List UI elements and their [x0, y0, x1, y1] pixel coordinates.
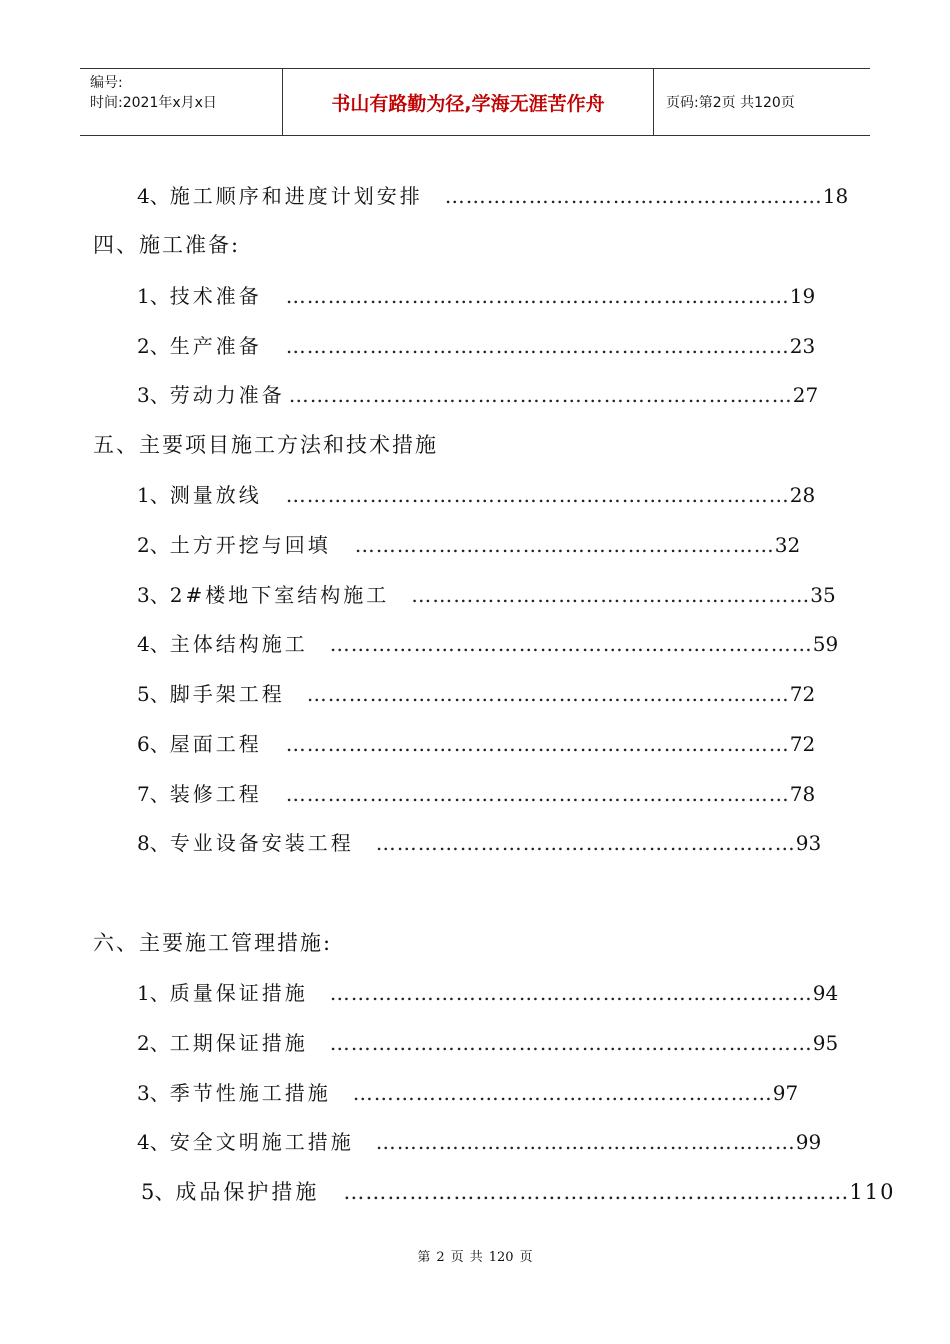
toc-page: 59: [812, 632, 839, 656]
toc-entry[interactable]: 4、 主体结构施工 …………………………………………………………… 59: [137, 628, 752, 658]
toc-leader: ……………………………………………………………: [343, 1180, 850, 1204]
page-footer: 第 2 页 共 120 页: [417, 1250, 533, 1265]
toc-page: 95: [812, 1031, 839, 1055]
toc-entry[interactable]: 7、 装修工程 ……………………………………………………………… 78: [137, 778, 752, 808]
toc-page: 94: [812, 981, 839, 1005]
toc-label: 主体结构施工: [169, 632, 308, 656]
toc-entry[interactable]: 4、 安全文明施工措施 …………………………………………………… 99: [137, 1126, 752, 1156]
toc-leader: …………………………………………………: [411, 583, 811, 607]
toc-leader: ………………………………………………………………: [285, 284, 790, 308]
toc-entry[interactable]: 5、 脚手架工程 …………………………………………………………… 72: [137, 678, 752, 708]
toc-page: 19: [789, 284, 816, 308]
toc-page: 78: [789, 782, 816, 806]
toc-leader: ……………………………………………………………: [329, 1031, 813, 1055]
toc-leader: ……………………………………………………: [352, 1081, 773, 1105]
toc-page: 93: [795, 831, 822, 855]
toc-page: 35: [810, 583, 836, 607]
toc-label: 施工顺序和进度计划安排: [169, 184, 423, 208]
toc-leader: ………………………………………………………………: [288, 383, 793, 407]
toc-page: 27: [792, 383, 819, 407]
toc-label: 季节性施工措施: [169, 1081, 331, 1105]
toc-label: 工期保证措施: [169, 1031, 308, 1055]
document-number: 编号:: [90, 75, 123, 91]
toc-leader: ……………………………………………………: [354, 533, 775, 557]
toc-leader: ……………………………………………………………: [306, 682, 790, 706]
toc-leader: ………………………………………………………………: [285, 782, 790, 806]
toc-leader: ………………………………………………………………: [285, 483, 790, 507]
toc-label: 2#楼地下室结构施工: [169, 583, 390, 607]
toc-page: 110: [849, 1180, 896, 1204]
toc-label: 装修工程: [169, 782, 262, 806]
footer-page-number: 2: [436, 1250, 445, 1265]
toc-section-heading[interactable]: 四、施工准备:: [93, 233, 241, 257]
toc-leader: ………………………………………………………………: [285, 334, 790, 358]
page-header: [80, 68, 870, 136]
toc-page: 23: [789, 334, 816, 358]
header-motto: 书山有路勤为径,学海无涯苦作舟: [282, 69, 654, 135]
toc-leader: ……………………………………………………………: [329, 632, 813, 656]
toc-leader: ……………………………………………………………: [329, 981, 813, 1005]
toc-entry[interactable]: 8、 专业设备安装工程 …………………………………………………… 93: [137, 827, 752, 857]
toc-section-heading[interactable]: 六、主要施工管理措施:: [93, 931, 333, 955]
toc-label: 生产准备: [169, 334, 262, 358]
toc-entry[interactable]: 2、 工期保证措施 …………………………………………………………… 95: [137, 1027, 752, 1057]
toc-page: 72: [789, 682, 816, 706]
toc-entry[interactable]: 2、 土方开挖与回填 …………………………………………………… 32: [137, 529, 752, 559]
toc-entry[interactable]: 4、 施工顺序和进度计划安排 ……………………………………………… 18: [137, 180, 752, 210]
toc-label: 质量保证措施: [169, 981, 308, 1005]
toc-page: 32: [774, 533, 801, 557]
toc-entry[interactable]: 2、 生产准备 ……………………………………………………………… 23: [137, 330, 752, 360]
toc-entry[interactable]: 1、 质量保证措施 …………………………………………………………… 94: [137, 977, 752, 1007]
toc-label: 劳动力准备: [169, 383, 285, 407]
toc-leader: ………………………………………………………………: [285, 732, 790, 756]
toc-label: 土方开挖与回填: [169, 533, 331, 557]
toc-entry[interactable]: 3、 季节性施工措施 …………………………………………………… 97: [137, 1077, 752, 1107]
toc-label: 脚手架工程: [169, 682, 285, 706]
toc-label: 屋面工程: [169, 732, 262, 756]
document-time: 时间:2021年x月x日: [90, 95, 217, 111]
toc-label: 成品保护措施: [175, 1180, 320, 1204]
toc-label: 测量放线: [169, 483, 262, 507]
toc-page: 18: [822, 184, 849, 208]
toc-leader: ………………………………………………: [444, 184, 823, 208]
toc-entry[interactable]: 3、 劳动力准备 ……………………………………………………………… 27: [137, 379, 752, 409]
toc-entry[interactable]: 1、 测量放线 ……………………………………………………………… 28: [137, 479, 752, 509]
header-meta: [80, 69, 282, 135]
toc-page: 28: [789, 483, 816, 507]
toc-leader: ……………………………………………………: [375, 1130, 796, 1154]
toc-entry[interactable]: 3、 2#楼地下室结构施工 ………………………………………………… 35: [137, 579, 752, 609]
toc-page: 72: [789, 732, 816, 756]
toc-label: 专业设备安装工程: [169, 831, 354, 855]
toc-leader: ……………………………………………………: [375, 831, 796, 855]
toc-entry[interactable]: 6、 屋面工程 ……………………………………………………………… 72: [137, 728, 752, 758]
toc-entry[interactable]: 1、 技术准备 ……………………………………………………………… 19: [137, 280, 752, 310]
toc-label: 技术准备: [169, 284, 262, 308]
toc-page: 97: [772, 1081, 799, 1105]
footer-total-pages: 120: [488, 1250, 514, 1265]
toc-entry[interactable]: 5、 成品保护措施 …………………………………………………………… 110: [141, 1176, 763, 1206]
header-page-info: 页码:第2页 共120页: [666, 95, 795, 111]
toc-page: 99: [795, 1130, 822, 1154]
toc-section-heading[interactable]: 五、主要项目施工方法和技术措施: [93, 433, 438, 457]
toc-label: 安全文明施工措施: [169, 1130, 354, 1154]
